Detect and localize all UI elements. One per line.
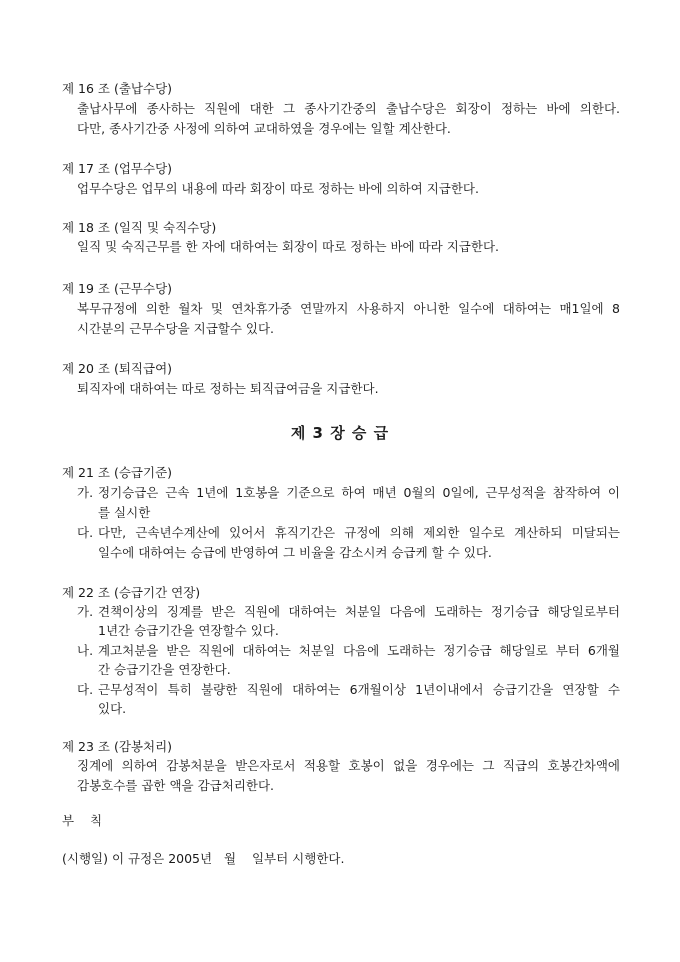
article-23-heading: 제 23 조 (감봉처리) [62, 739, 173, 754]
article-18-line-1: 일직 및 숙직근무를 한 자에 대하여는 회장이 따로 정하는 바에 따라 지급한다. [77, 239, 500, 254]
article-22-item-marker: 다. [77, 682, 94, 697]
supplementary-heading: 부 칙 [62, 813, 103, 828]
article-22-item-1-line-2: 1년간 승급기간을 연장할수 있다. [98, 623, 279, 638]
article-23-line-2: 감봉호수를 곱한 액을 감급처리한다. [77, 778, 275, 793]
article-22-item-2-line-2: 간 승급기간을 연장한다. [98, 662, 231, 677]
article-20-line-1: 퇴직자에 대하여는 따로 정하는 퇴직급여금을 지급한다. [77, 381, 379, 396]
article-16-line-2: 다만, 종사기간중 사정에 의하여 교대하였을 경우에는 일할 계산한다. [77, 121, 451, 136]
article-19-heading: 제 19 조 (근무수당) [62, 281, 173, 296]
article-21-heading: 제 21 조 (승급기준) [62, 465, 173, 480]
article-18-heading: 제 18 조 (일직 및 숙직수당) [62, 220, 217, 235]
article-22-item-marker: 나. [77, 643, 94, 658]
article-16-heading: 제 16 조 (출납수당) [62, 81, 173, 96]
article-21-item-1-line-1: 정기승급은 근속 1년에 1호봉을 기준으로 하여 매년 0월의 0일에, 근무성적을 참작하여 이 [98, 485, 620, 500]
article-19-line-2: 시간분의 근무수당을 지급할수 있다. [77, 321, 275, 336]
article-17-line-1: 업무수당은 업무의 내용에 따라 회장이 따로 정하는 바에 의하여 지급한다. [77, 181, 479, 196]
article-21-item-1-line-2: 를 실시한 [98, 505, 151, 520]
article-17-heading: 제 17 조 (업무수당) [62, 161, 173, 176]
article-22-heading: 제 22 조 (승급기간 연장) [62, 585, 201, 600]
article-22-item-marker: 가. [77, 604, 94, 619]
article-16-line-1: 출납사무에 종사하는 직원에 대한 그 종사기간중의 출납수당은 회장이 정하는 바에 의한다. [77, 101, 620, 116]
article-21-item-2-line-2: 일수에 대하여는 승급에 반영하여 그 비율을 감소시켜 승급케 할 수 있다. [98, 545, 492, 560]
effective-date-text: (시행일) 이 규정은 2005년 월 일부터 시행한다. [62, 851, 345, 866]
chapter-3-title: 제 3 장 승 급 [290, 424, 390, 442]
article-21-item-marker: 다. [77, 525, 94, 540]
article-22-item-3-line-2: 있다. [98, 701, 127, 716]
article-23-line-1: 징계에 의하여 감봉처분을 받은자로서 적용할 호봉이 없을 경우에는 그 직급의 호봉간차액에 [77, 758, 620, 773]
article-21-item-2-line-1: 다만, 근속년수계산에 있어서 휴직기간은 규정에 의해 제외한 일수로 계산하되 미달되는 [98, 525, 620, 540]
article-21-item-marker: 가. [77, 485, 94, 500]
article-22-item-3-line-1: 근무성적이 특히 불량한 직원에 대하여는 6개월이상 1년이내에서 승급기간을 연장할 수 [98, 682, 620, 697]
article-22-item-1-line-1: 견책이상의 징계를 받은 직원에 대하여는 처분일 다음에 도래하는 정기승급 해당일로부터 [98, 604, 620, 619]
article-19-line-1: 복무규정에 의한 월차 및 연차휴가중 연말까지 사용하지 아니한 일수에 대하여는 매1일에 8 [77, 301, 620, 316]
article-22-item-2-line-1: 계고처분을 받은 직원에 대하여는 처분일 다음에 도래하는 정기승급 해당일로 부터 6개월 [98, 643, 620, 658]
article-20-heading: 제 20 조 (퇴직급여) [62, 361, 173, 376]
